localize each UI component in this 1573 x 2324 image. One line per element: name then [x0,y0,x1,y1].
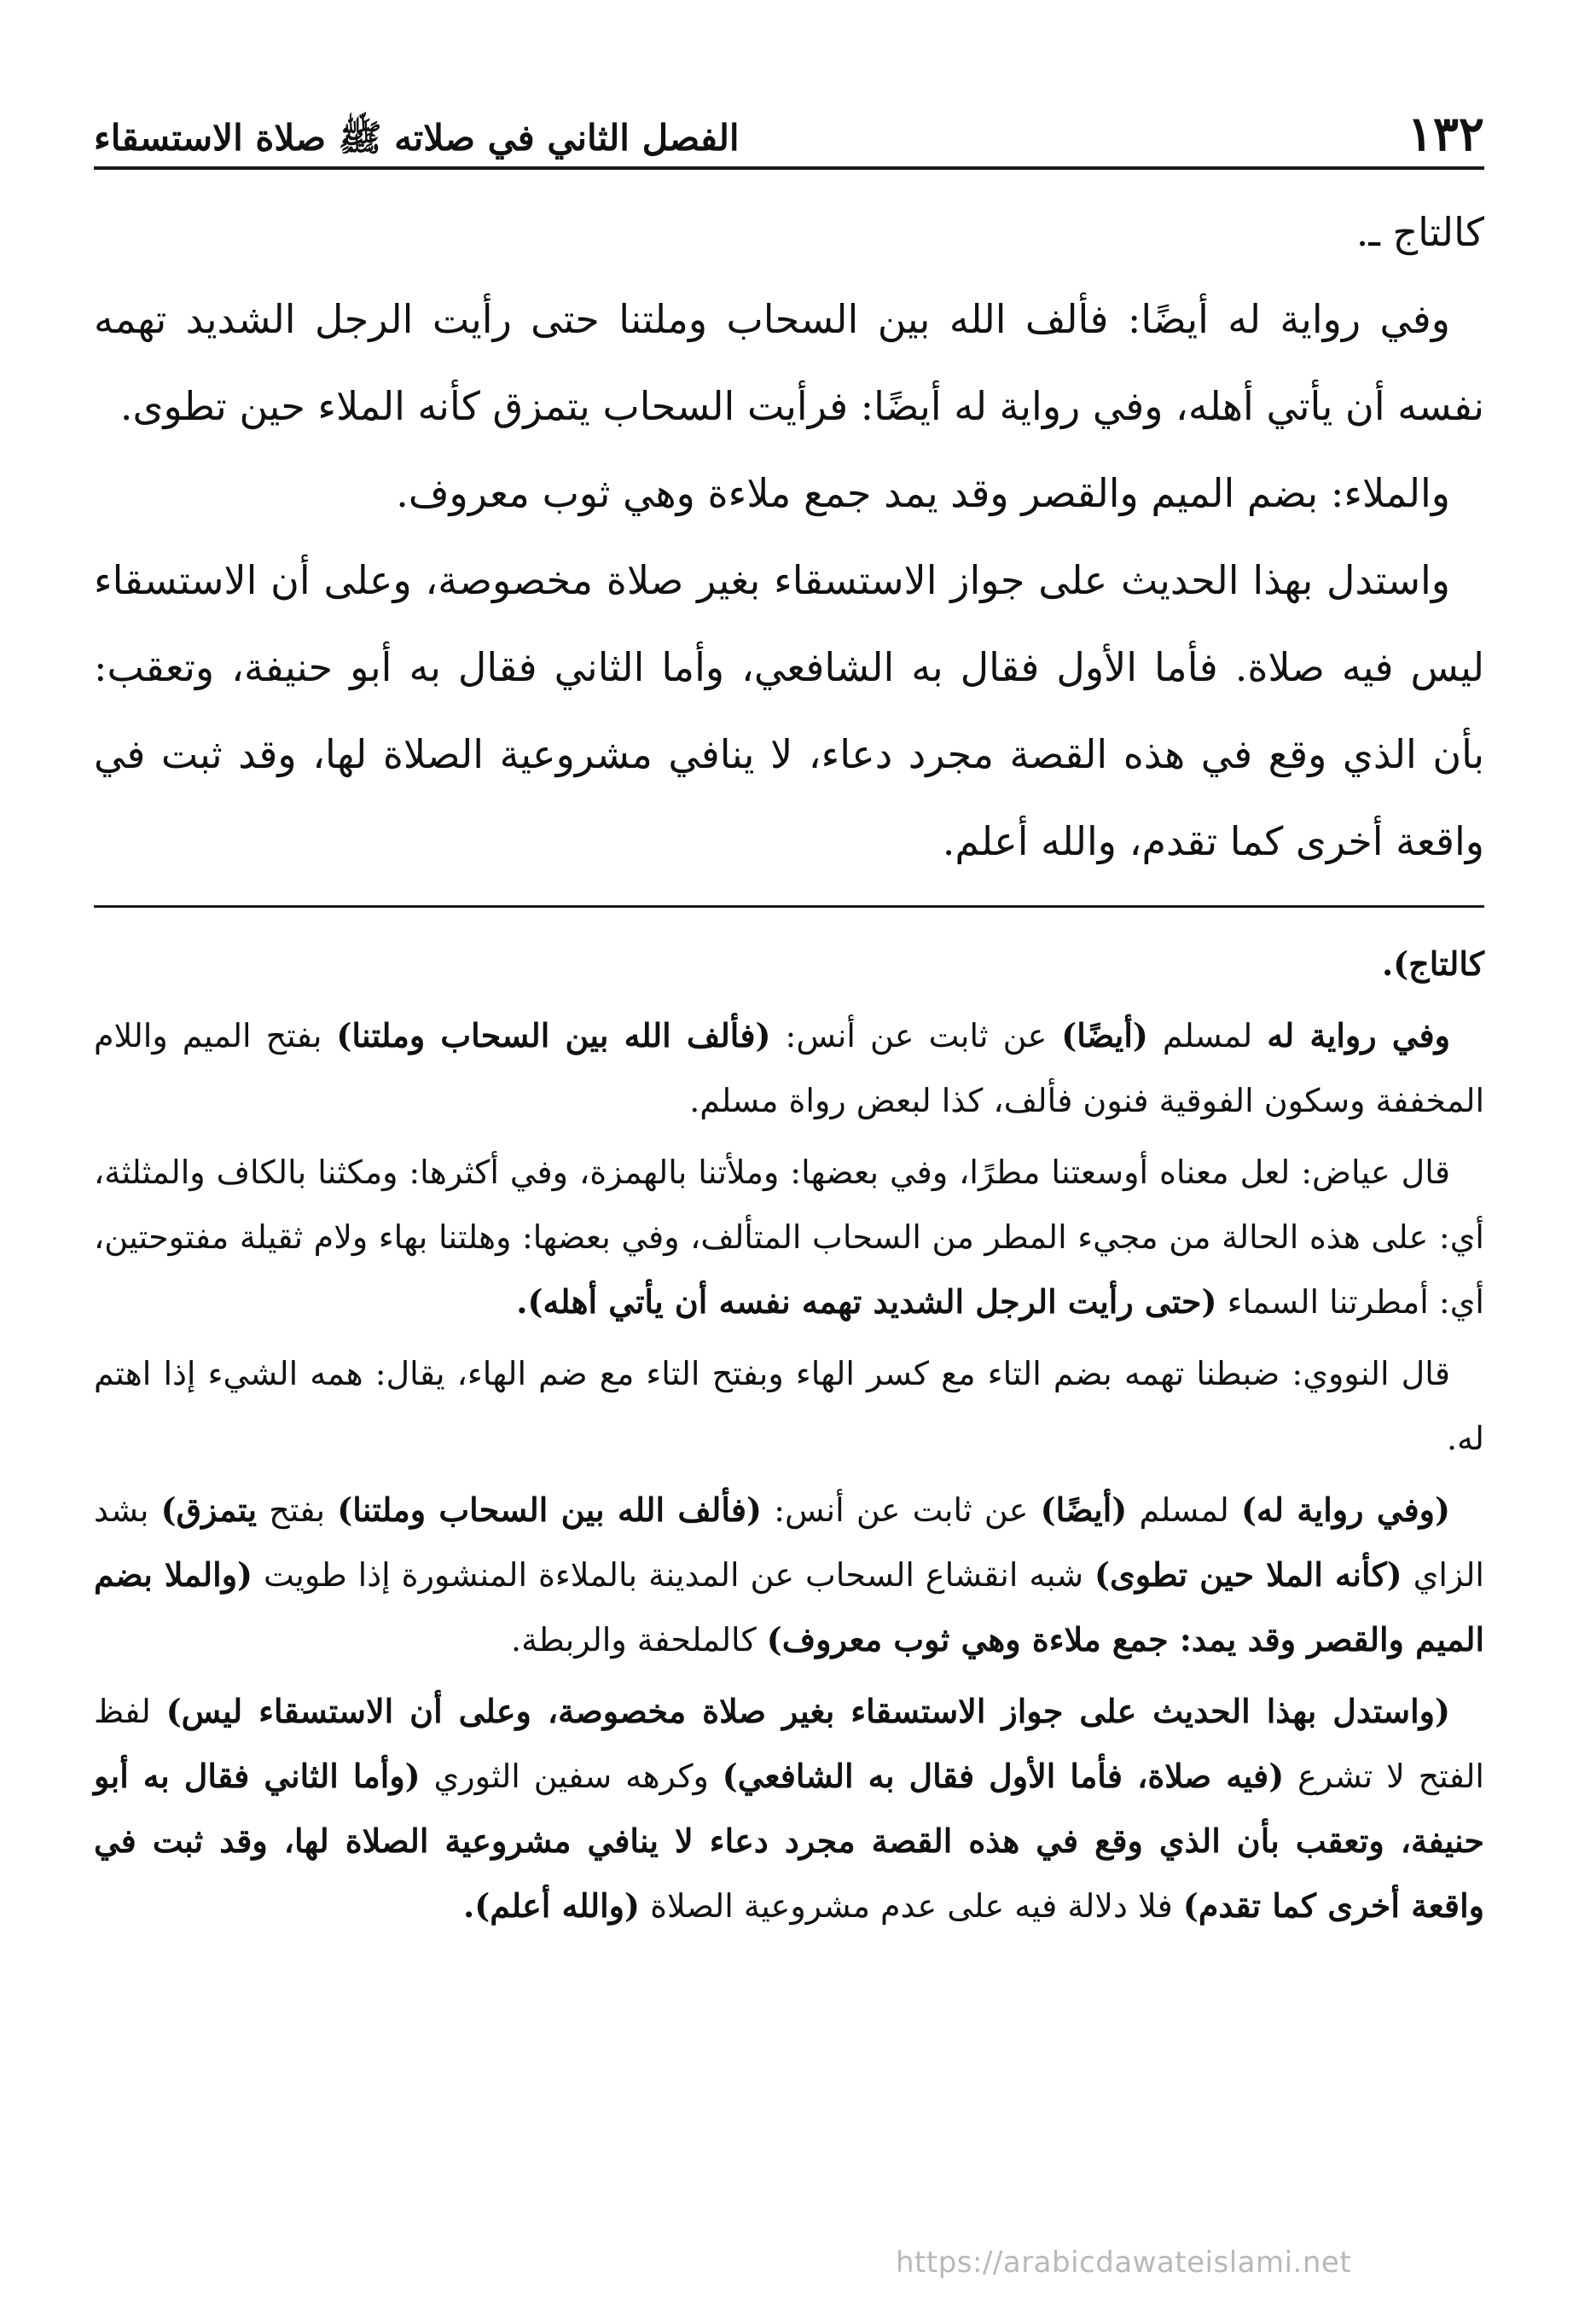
commentary-paragraph: قال النووي: ضبطنا تهمه بضم التاء مع كسر الهاء وبفتح التاء مع ضم الهاء، يقال: همه الشيء إذا اهتم له. [94,1355,1484,1457]
section-divider [94,905,1484,908]
quoted-text: (فألف الله بين السحاب وملتنا) [336,1016,771,1055]
commentary-text: قال عياض: لعل معناه أوسعتنا مطرًا، وفي بعضها: وملأتنا بالهمزة، وفي أكثرها: ومكثنا بالكاف والمثلثة، أي: على هذه الحالة من مجيء المطر من السحاب المتألف، وفي بعضها: وهلتنا بهاء ولام ثقيلة مفتوحتين، أي: أمطرتنا السماء [94,1153,1484,1321]
commentary-text: شبه انقشاع السحاب عن المدينة بالملاءة المنشورة إذا طويت [252,1556,1094,1594]
commentary-paragraph [94,1478,1484,1672]
quoted-text: (أيضًا) [1061,1016,1148,1055]
commentary-text: عن ثابت عن أنس: [770,1017,1062,1055]
quoted-text: وفي رواية له [1267,1016,1450,1055]
commentary-text: لمسلم [1147,1017,1268,1055]
chapter-title: الفصل الثاني في صلاته ﷺ صلاة الاستسقاء [94,116,740,159]
quoted-text: (وفي رواية له) [1241,1490,1450,1529]
main-paragraph: وفي رواية له أيضًا: فألف الله بين السحاب وملتنا حتى رأيت الرجل الشديد تهمه نفسه أن يأتي أهله، وفي رواية له أيضًا: فرأيت السحاب يتمزق كأنه الملاء حين تطوى. [94,296,1484,429]
quoted-text: (فيه صلاة، فأما الأول فقال به الشافعي) [722,1757,1285,1795]
book-page [94,81,1484,2265]
quoted-text: (والله أعلم). [463,1886,641,1925]
commentary-text: بفتح الميم واللام المخففة وسكون الفوقية فنون فألف، كذا لبعض رواة مسلم. [94,1017,1484,1119]
commentary-text: لفظ الفتح لا تشرع [94,1693,1484,1795]
watermark: https://arabicdawateislami.net [896,2246,1352,2280]
commentary-text: بفتح [257,1491,338,1529]
quoted-text: (حتى رأيت الرجل الشديد تهمه نفسه أن يأتي أهله). [516,1282,1217,1321]
commentary-section [94,932,1484,1938]
quoted-text: (واستدل بهذا الحديث على جواز الاستسقاء بغير صلاة مخصوصة، وعلى أن الاستسقاء ليس) [165,1692,1450,1730]
quoted-text: يتمزق) [160,1490,258,1529]
main-paragraph: والملاء: بضم الميم والقصر وقد يمد جمع ملاءة وهي ثوب معروف. [396,470,1450,516]
commentary-text: عن ثابت عن أنس: [762,1491,1041,1529]
running-header [94,81,1484,170]
commentary-text: وكرهه سفين الثوري [420,1758,723,1795]
main-text [94,189,1484,885]
quoted-text: (أيضًا) [1040,1490,1128,1529]
quoted-text: (والملا بضم الميم والقصر وقد يمد: جمع ملاءة وهي ثوب معروف) [94,1555,1484,1659]
quoted-text: (فألف الله بين السحاب وملتنا) [337,1490,763,1529]
quoted-text: (وأما الثاني فقال به أبو حنيفة، وتعقب بأن الذي وقع في هذه القصة مجرد دعاء لا ينافي مشروعية الصلاة لها، وقد ثبت في واقعة أخرى كما تقدم) [94,1757,1484,1925]
commentary-paragraph [94,1140,1484,1334]
page-number: ١٣٢ [1407,106,1484,162]
commentary-text: كالملحفة والربطة. [511,1621,767,1659]
main-paragraph: كالتاج ـ. [1355,209,1484,255]
quoted-text: (كأنه الملا حين تطوى) [1094,1555,1402,1594]
commentary-text: فلا دلالة فيه على عدم مشروعية الصلاة [640,1887,1183,1925]
commentary-paragraph [94,932,1484,996]
commentary-paragraph [94,1003,1484,1133]
quoted-text: كالتاج). [1381,944,1484,983]
commentary-text: بشد الزاي [94,1491,1484,1594]
commentary-text: لمسلم [1127,1491,1241,1529]
commentary-paragraph [94,1679,1484,1938]
main-paragraph: واستدل بهذا الحديث على جواز الاستسقاء بغير صلاة مخصوصة، وعلى أن الاستسقاء ليس فيه صلاة. فأما الأول فقال به الشافعي، وأما الثاني فقال به أبو حنيفة، وتعقب: بأن الذي وقع في هذه القصة مجرد دعاء، لا ينافي مشروعية الصلاة لها، وقد ثبت في واقعة أخرى كما تقدم، والله أعلم. [94,557,1484,864]
